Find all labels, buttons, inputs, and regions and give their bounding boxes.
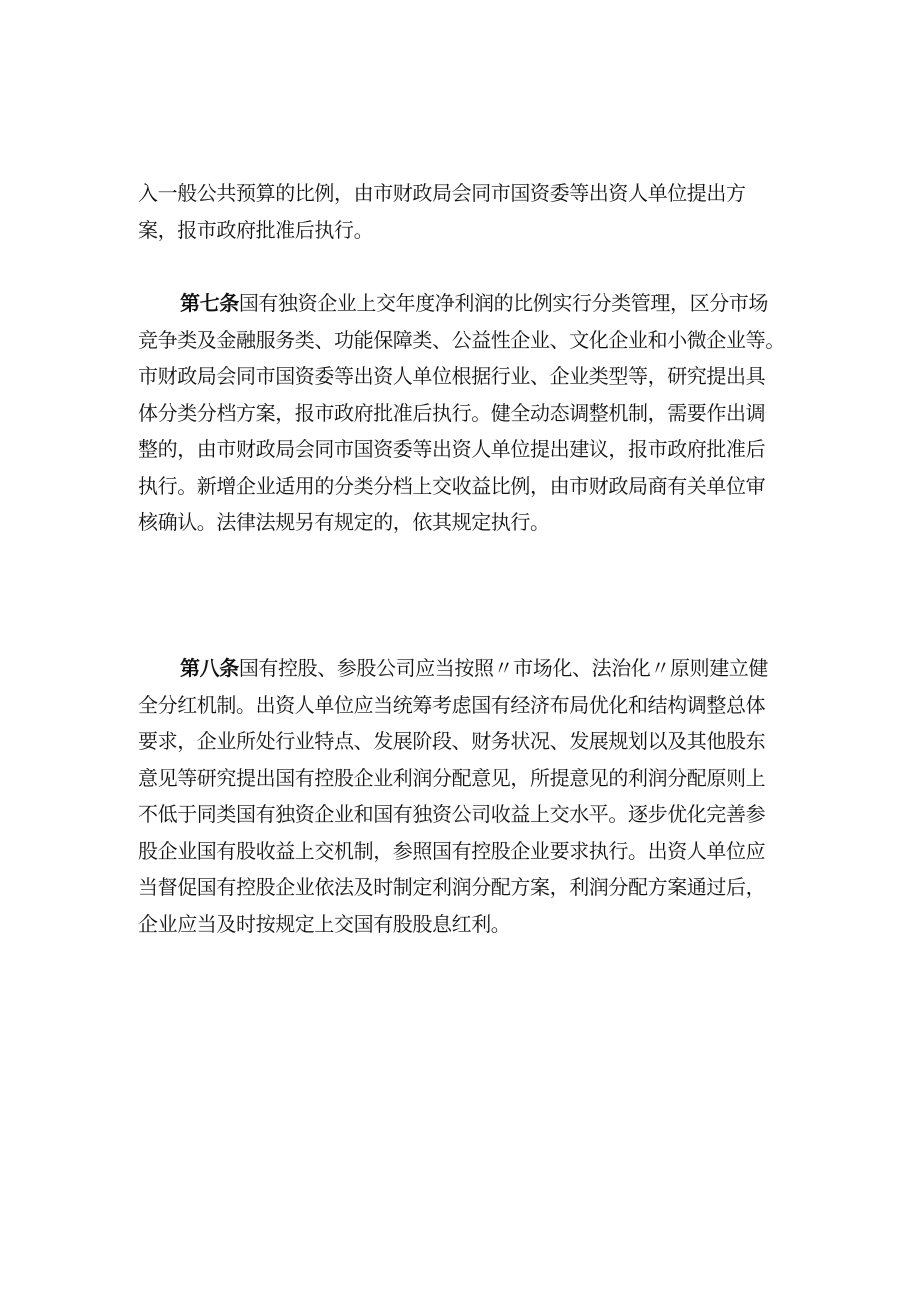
article-number: 第七条 xyxy=(180,291,239,315)
text-line: 竞争类及金融服务类、功能保障类、公益性企业、文化企业和小微企业等。 xyxy=(138,327,785,352)
text-line: 整的，由市财政局会同市国资委等出资人单位提出建议，报市政府批准后 xyxy=(138,437,766,461)
text-line: 意见等研究提出国有控股企业利润分配意见，所提意见的利润分配原则上 xyxy=(138,765,766,790)
paragraph-continuation xyxy=(138,175,788,248)
text-line: 企业应当及时按规定上交国有股股息红利。 xyxy=(138,911,511,936)
text-line-body: 国有独资企业上交年度净利润的比例实行分类管理，区分市场 xyxy=(238,291,769,315)
text-line: 当督促国有控股企业依法及时制定利润分配方案，利润分配方案通过后， xyxy=(138,875,766,899)
text-line: 入一般公共预算的比例，由市财政局会同市国资委等出资人单位提出方 xyxy=(138,181,746,205)
text-line-body: 国有控股、参股公司应当按照〃市场化、法治化〃原则建立健 xyxy=(238,656,769,680)
text-line: 不低于同类国有独资企业和国有独资公司收益上交水平。逐步优化完善参 xyxy=(138,802,766,826)
text-line: 体分类分档方案，报市政府批准后执行。健全动态调整机制，需要作出调 xyxy=(138,400,766,425)
text-line: 执行。新增企业适用的分类分档上交收益比例，由市财政局商有关单位审 xyxy=(138,473,766,498)
text-line: 全分红机制。出资人单位应当统筹考虑国有经济布局优化和结构调整总体 xyxy=(138,692,766,717)
text-line: 案，报市政府批准后执行。 xyxy=(138,217,374,242)
text-line xyxy=(138,650,788,687)
paragraph-article-8 xyxy=(138,650,788,942)
text-line: 要求，企业所处行业特点、发展阶段、财务状况、发展规划以及其他股东 xyxy=(138,729,766,753)
article-number: 第八条 xyxy=(180,656,239,680)
text-line: 市财政局会同市国资委等出资人单位根据行业、企业类型等，研究提出具 xyxy=(138,364,766,388)
paragraph-article-7 xyxy=(138,285,788,541)
text-line: 核确认。法律法规另有规定的，依其规定执行。 xyxy=(138,510,550,534)
text-line: 股企业国有股收益上交机制，参照国有控股企业要求执行。出资人单位应 xyxy=(138,838,766,863)
text-line xyxy=(138,285,788,322)
